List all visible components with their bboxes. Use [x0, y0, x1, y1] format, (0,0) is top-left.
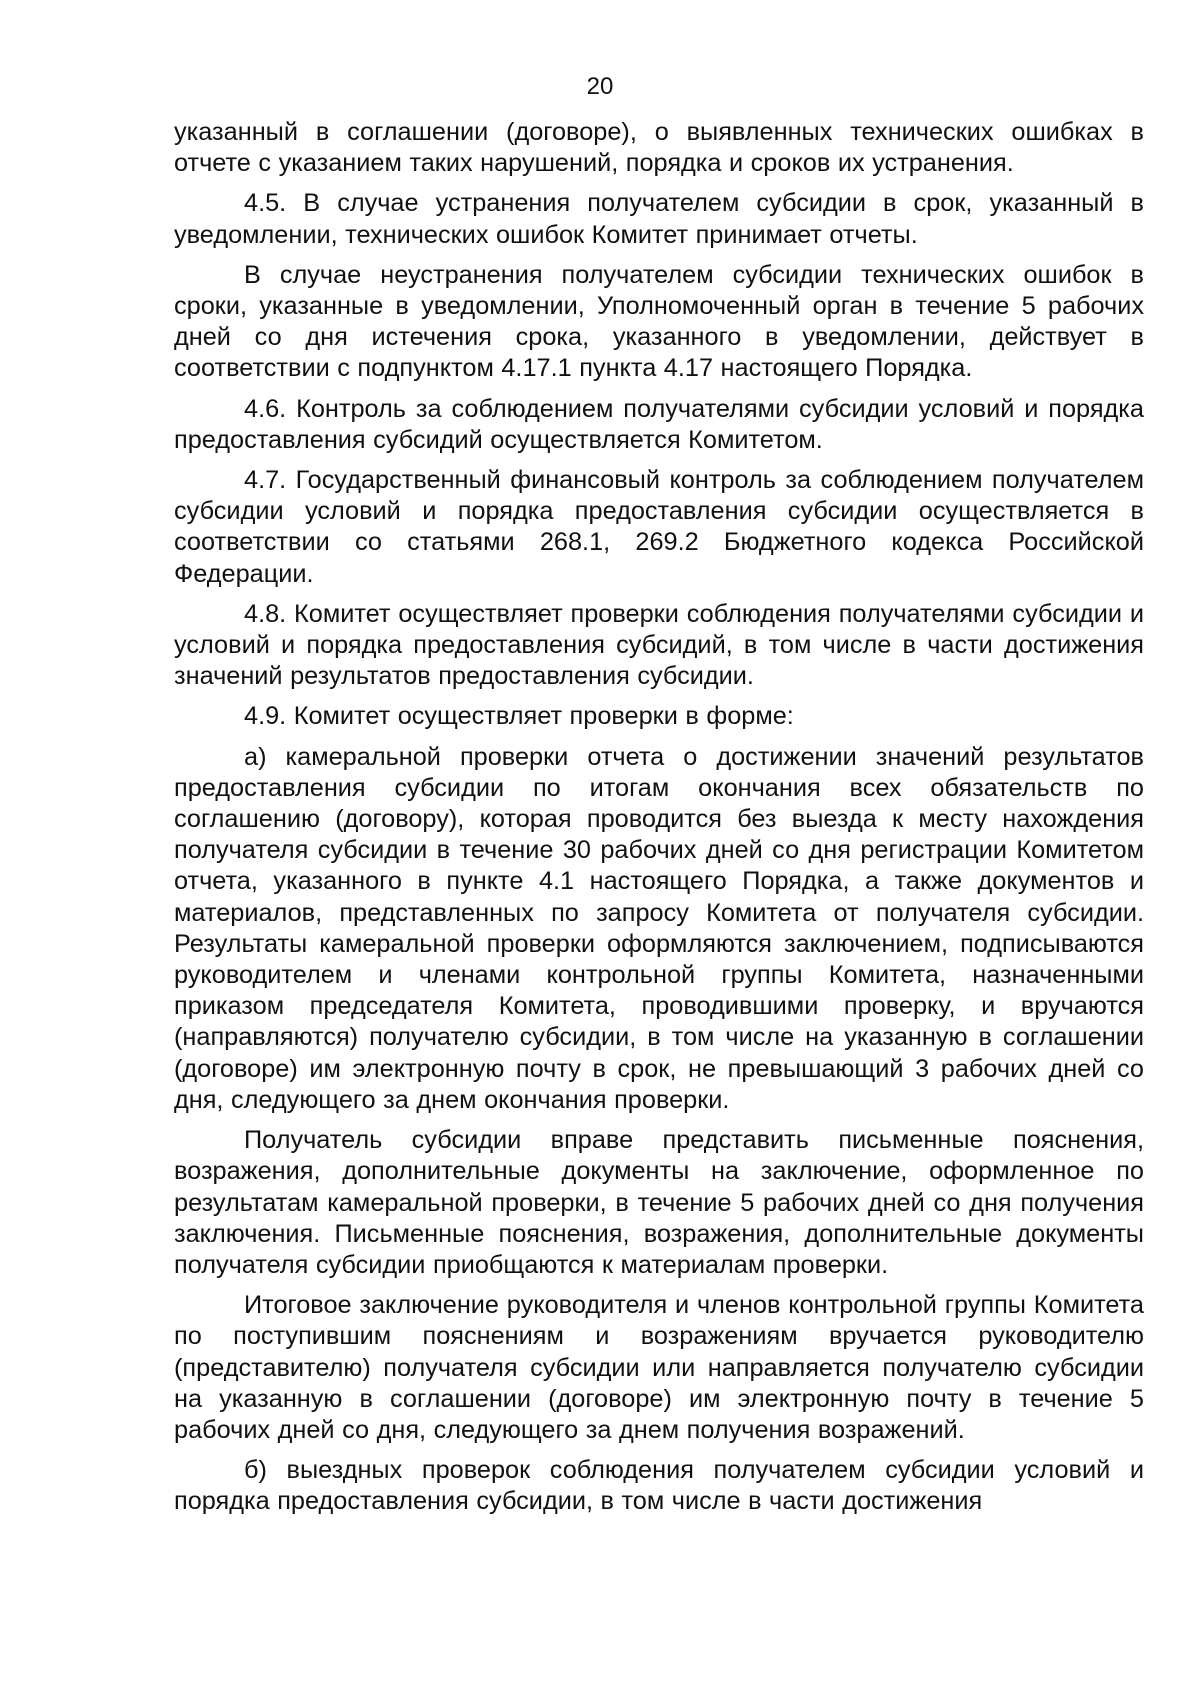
- document-body: [174, 117, 1144, 1527]
- paragraph-item-b: б) выездных проверок соблюдения получателем субсидии условий и порядка предоставления субсидии, в том числе в части достижения: [174, 1456, 1144, 1516]
- paragraph-non-elimination: В случае неустранения получателем субсидии технических ошибок в сроки, указанные в уведомлении, Уполномоченный орган в течение 5 рабочих дней со дня истечения срока, указанного в уведомлении, действует в соответствии с подпунктом 4.17.1 пункта 4.17 настоящего Порядка.: [174, 260, 1144, 383]
- page-number: 20: [586, 73, 614, 100]
- paragraph-4-5: 4.5. В случае устранения получателем субсидии в срок, указанный в уведомлении, технических ошибок Комитет принимает отчеты.: [174, 189, 1144, 249]
- paragraph-recipient-rights: Получатель субсидии вправе представить письменные пояснения, возражения, дополнительные документы на заключение, оформленное по результатам камеральной проверки, в течение 5 рабочих дней со дня получения заключения. Письменные пояснения, возражения, дополнительные документы получателя субсидии приобщаются к материалам проверки.: [174, 1126, 1144, 1279]
- paragraph-continuation: указанный в соглашении (договоре), о выявленных технических ошибках в отчете с указанием таких нарушений, порядка и сроков их устранения.: [174, 118, 1144, 178]
- paragraph-4-7: 4.7. Государственный финансовый контроль за соблюдением получателем субсидии условий и порядка предоставления субсидии осуществляется в соответствии со статьями 268.1, 269.2 Бюджетного кодекса Российской Федерации.: [174, 466, 1144, 588]
- paragraph-4-6: 4.6. Контроль за соблюдением получателями субсидии условий и порядка предоставления субсидий осуществляется Комитетом.: [174, 394, 1144, 454]
- paragraph-item-a: а) камеральной проверки отчета о достижении значений результатов предоставления субсидии по итогам окончания всех обязательств по соглашению (договору), которая проводится без выезда к месту нахождения получателя субсидии в течение 30 рабочих дней со дня регистрации Комитетом отчета, указанного в пункте 4.1 настоящего Порядка, а также документов и материалов, представленных по запросу Комитета от получателя субсидии. Результаты камеральной проверки оформляются заключением, подписываются руководителем и членами контрольной группы Комитета, назначенными приказом председателя Комитета, проводившими проверку, и вручаются (направляются) получателю субсидии, в том числе на указанную в соглашении (договоре) им электронную почту в срок, не превышающий 3 рабочих дней со дня, следующего за днем окончания проверки.: [174, 742, 1144, 1114]
- paragraph-4-9: 4.9. Комитет осуществляет проверки в форме:: [244, 702, 794, 731]
- paragraph-final-conclusion: Итоговое заключение руководителя и членов контрольной группы Комитета по поступившим пояснениям и возражениям вручается руководителю (представителю) получателя субсидии или направляется получателю субсидии на указанную в соглашении (договоре) им электронную почту в течение 5 рабочих дней со дня, следующего за днем получения возражений.: [174, 1291, 1144, 1444]
- paragraph-4-8: 4.8. Комитет осуществляет проверки соблюдения получателями субсидии и условий и порядка предоставления субсидий, в том числе в части достижения значений результатов предоставления субсидии.: [174, 599, 1144, 691]
